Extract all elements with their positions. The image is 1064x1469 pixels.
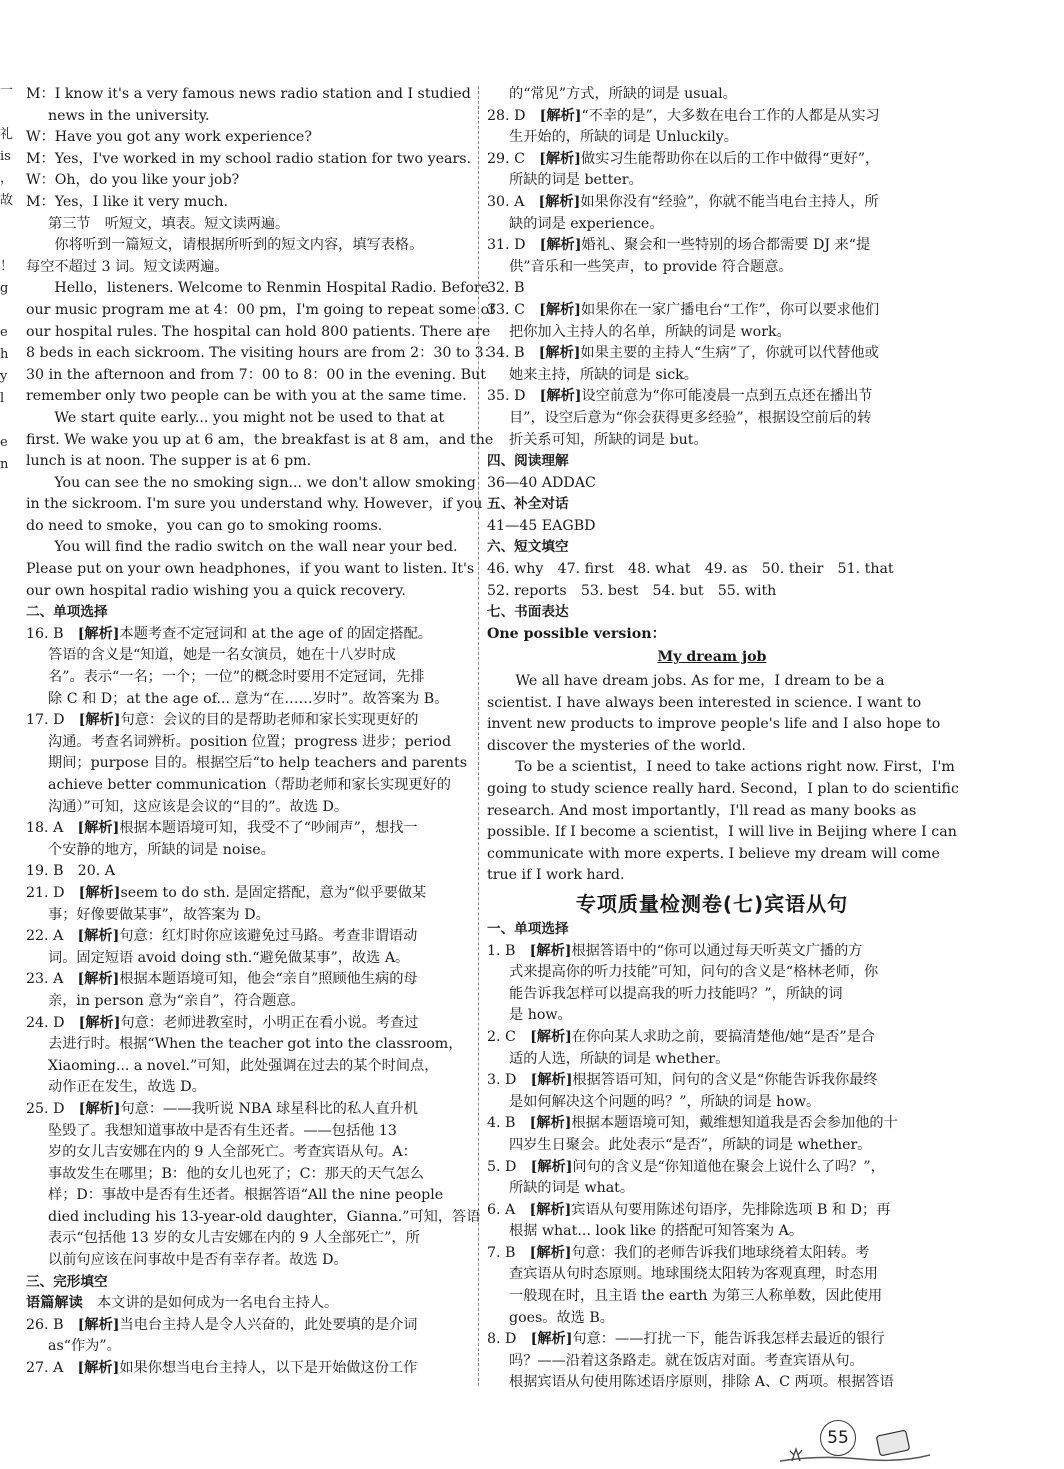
analysis-text: goes。故选 B。 xyxy=(509,1309,614,1326)
analysis-tag: [解析] xyxy=(538,193,581,210)
part3-intro: 你将听到一篇短文，请根据所听到的短文内容，填写表格。 xyxy=(54,237,424,254)
analysis-text: 婚礼、聚会和一些特别的场合都需要 DJ 来“提 xyxy=(581,237,871,254)
answer-number: 17. D xyxy=(26,712,79,729)
edge-char: 一 xyxy=(0,83,14,98)
answer-number: 27. A xyxy=(26,1360,78,1377)
analysis-text: 适的人选，所缺的词是 whether。 xyxy=(509,1050,730,1067)
part3-intro: 每空不超过 3 词。短文读两遍。 xyxy=(26,258,229,275)
answer-29 xyxy=(487,149,937,192)
answer-number: 23. A xyxy=(26,971,78,988)
analysis-text: 根据本题语境可知，戴维想知道我是否会参加他的十 xyxy=(571,1115,898,1132)
edge-char: h xyxy=(0,347,9,362)
answer-26 xyxy=(26,1315,470,1358)
answer-17 xyxy=(26,710,470,818)
answer-number: 26. B xyxy=(26,1316,78,1333)
analysis-text: 吗？——沿着这条路走。就在饭店对面。考查宾语从句。 xyxy=(509,1352,864,1369)
analysis-tag: [解析] xyxy=(77,971,120,988)
analysis-tag: [解析] xyxy=(530,1072,573,1089)
analysis-text: 句意：——我听说 NBA 球星科比的私人直升机 xyxy=(120,1100,418,1117)
passage-line: 30 in the afternoon and from 7：00 to 8：00 in the evening. But xyxy=(26,366,486,383)
analysis-text: 目”，设空后意为“你会获得更多经验”，根据设空前后的转 xyxy=(509,409,872,426)
analysis-tag: [解析] xyxy=(539,107,582,124)
passage-line: lunch is at noon. The supper is at 6 pm. xyxy=(26,453,312,470)
edge-char: y xyxy=(0,369,8,384)
essay-line: invent new products to improve people's life and I also hope to xyxy=(487,716,941,733)
section-heading: 六、短文填空 xyxy=(487,539,569,556)
analysis-text: Xiaoming... a novel.”可知，此处强调在过去的某个时间点， xyxy=(48,1057,439,1074)
analysis-text: 亲，in person 意为“亲自”，符合题意。 xyxy=(48,992,305,1009)
dialogue-line: M：Yes，I've worked in my school radio station for two years. xyxy=(26,150,472,167)
footer-decoration-icon xyxy=(780,1425,930,1465)
answer-number: 28. D xyxy=(487,107,540,124)
answer-23 xyxy=(26,969,470,1012)
analysis-text: 做实习生能帮助你在以后的工作中做得“更好”， xyxy=(580,150,880,167)
analysis-text: 是如何解决这个问题的吗？”，所缺的词是 how。 xyxy=(509,1093,821,1110)
analysis-tag: [解析] xyxy=(529,1201,572,1218)
analysis-text: 根据答语可知，问句的含义是“你能告诉我你最终 xyxy=(572,1072,878,1089)
passage-line: do need to smoke，you can go to smoking rooms. xyxy=(26,517,383,534)
answer-number: 3. D xyxy=(487,1072,531,1089)
analysis-tag: [解析] xyxy=(78,884,121,901)
analysis-text: 根据本题语境可知，我受不了“吵闹声”，想找一 xyxy=(119,820,418,837)
analysis-text: 折关系可知，所缺的词是 but。 xyxy=(509,431,708,448)
analysis-tag: [解析] xyxy=(78,712,121,729)
answer-b6 xyxy=(487,1200,937,1243)
analysis-tag: [解析] xyxy=(530,1028,572,1045)
answer-number: 16. B xyxy=(26,625,78,642)
essay-line: We all have dream jobs. As for me，I dream to be a xyxy=(515,673,885,690)
answer-number: 24. D xyxy=(26,1014,79,1031)
analysis-tag: [解析] xyxy=(77,625,120,642)
answer-28 xyxy=(487,106,937,149)
analysis-text: 式来提高你的听力技能”可知，问句的含义是“格林老师，你 xyxy=(509,964,879,981)
passage-line: remember only two people can be with you at the same time. xyxy=(26,388,467,405)
answer-line: 52. reports 53. best 54. but 55. with xyxy=(487,582,777,599)
analysis-text: 一般现在时，且主语 the earth 为第三人称单数，因此使用 xyxy=(509,1288,883,1305)
edge-char: l xyxy=(0,391,5,406)
essay-line: true if I work hard. xyxy=(487,867,625,884)
answer-b7 xyxy=(487,1243,937,1329)
analysis-text: 根据宾语从句使用陈述语序原则，排除 A、C 两项。根据答语 xyxy=(509,1374,894,1391)
analysis-tag: [解析] xyxy=(77,1360,120,1377)
analysis-tag: [解析] xyxy=(539,388,582,405)
edge-char: g xyxy=(0,281,9,296)
answer-b5 xyxy=(487,1157,937,1200)
answer-number: 6. A xyxy=(487,1201,530,1218)
analysis-text: 期间；purpose 目的。根据空后“to help teachers and parents xyxy=(48,755,467,772)
answer-number: 4. B xyxy=(487,1115,530,1132)
essay-line: communicate with more experts. I believe my dream will come xyxy=(487,845,940,862)
essay-line: scientist. I have always been interested in science. I want to xyxy=(487,694,922,711)
analysis-tag: [解析] xyxy=(538,345,581,362)
analysis-text: 如果你在一家广播电台“工作”，你可以要求他们 xyxy=(580,301,880,318)
answer-number: 34. B xyxy=(487,345,539,362)
analysis-tag: [解析] xyxy=(78,1100,121,1117)
answer-19-20: 19. B 20. A xyxy=(26,863,116,880)
analysis-text: 去进行时。根据“When the teacher got into the classroom， xyxy=(48,1036,463,1053)
section-heading: 三、完形填空 xyxy=(26,1273,108,1290)
possible-version-label: One possible version： xyxy=(487,625,666,642)
right-column xyxy=(487,84,959,1394)
analysis-tag: [解析] xyxy=(77,820,120,837)
analysis-text: 能告诉我怎样可以提高我的听力技能吗？”，所缺的词 xyxy=(509,985,843,1002)
analysis-text: 缺的词是 experience。 xyxy=(509,215,664,232)
analysis-text: 如果主要的主持人“生病”了，你就可以代替他或 xyxy=(580,345,879,362)
answer-number: 5. D xyxy=(487,1158,531,1175)
answer-number: 25. D xyxy=(26,1100,79,1117)
answer-22 xyxy=(26,926,470,969)
section-heading: 七、书面表达 xyxy=(487,604,569,621)
analysis-text: 答语的含义是“知道，她是一名女演员，她在十八岁时成 xyxy=(48,647,396,664)
answer-b1 xyxy=(487,941,937,1027)
answer-number: 7. B xyxy=(487,1244,530,1261)
answer-21 xyxy=(26,883,470,926)
passage-line: 8 beds in each sickroom. The visiting hours are from 2：30 to 3： xyxy=(26,345,498,362)
analysis-tag: [解析] xyxy=(529,942,572,959)
passage-line: in the sickroom. I'm sure you understand why. However，if you xyxy=(26,496,483,513)
analysis-text: 动作正在发生，故选 D。 xyxy=(48,1079,206,1096)
analysis-tag: [解析] xyxy=(539,301,581,318)
analysis-text: 查宾语从句时态原则。地球围绕太阳转为客观真理，时态用 xyxy=(509,1266,878,1283)
dialogue-line: W：Have you got any work experience? xyxy=(26,129,312,146)
analysis-text: 名”。表示“一名；一个；一位”的概念时要用不定冠词，先排 xyxy=(48,669,425,686)
analysis-tag: [解析] xyxy=(529,1244,572,1261)
passage-line: our hospital rules. The hospital can hold 800 patients. There are xyxy=(26,323,491,340)
left-column xyxy=(26,84,498,1380)
answer-line: 41—45 EAGBD xyxy=(487,517,596,534)
essay-line: research. And most importantly，I'll read as many books as xyxy=(487,802,917,819)
answer-number: 2. C xyxy=(487,1028,531,1045)
edge-char: ！ xyxy=(0,259,14,274)
analysis-text: 样；D：事故中是否有生还者。根据答语“All the nine people xyxy=(48,1187,444,1204)
edge-char: e xyxy=(0,325,8,340)
analysis-text: 除 C 和 D；at the age of... 意为“在……岁时”。故答案为 B。 xyxy=(48,690,449,707)
analysis-text: 根据答语中的“你可以通过每天听英文广播的方 xyxy=(571,942,863,959)
answer-number: 21. D xyxy=(26,884,79,901)
answer-30 xyxy=(487,192,937,235)
essay-line: possible. If I become a scientist，I will live in Beijing where I can xyxy=(487,824,957,841)
yupian-label: 语篇解读 xyxy=(26,1295,83,1312)
analysis-tag: [解析] xyxy=(77,928,120,945)
analysis-text: 生开始的，所缺的词是 Unluckily。 xyxy=(509,129,738,146)
analysis-text: 沟通。考查名词辨析。position 位置；progress 进步；period xyxy=(48,733,452,750)
answer-b3 xyxy=(487,1070,937,1113)
passage-line: We start quite early... you might not be used to that at xyxy=(54,409,445,426)
analysis-text: 把你加入主持人的名单，所缺的词是 work。 xyxy=(509,323,791,340)
analysis-text: seem to do sth. 是固定搭配，意为“似乎要做某 xyxy=(120,884,427,901)
answer-number: 1. B xyxy=(487,942,530,959)
analysis-text: 如果你想当电台主持人，以下是开始做这份工作 xyxy=(119,1360,418,1377)
analysis-text: 表示“包括他 13 岁的女儿吉安娜在内的 9 人全部死亡”，所 xyxy=(48,1230,420,1247)
analysis-text: 她来主持，所缺的词是 sick。 xyxy=(509,366,698,383)
yupian-text: 本文讲的是如何成为一名电台主持人。 xyxy=(82,1295,339,1312)
analysis-text: 是 how。 xyxy=(509,1007,572,1024)
analysis-text: 所缺的词是 better。 xyxy=(509,172,643,189)
answer-number: 30. A xyxy=(487,193,539,210)
analysis-tag: [解析] xyxy=(530,1158,573,1175)
section-heading: 一、单项选择 xyxy=(487,920,569,937)
analysis-text: 个安静的地方，所缺的词是 noise。 xyxy=(48,841,275,858)
analysis-text: 句意：我们的老师告诉我们地球绕着太阳转。考 xyxy=(571,1244,870,1261)
answer-24 xyxy=(26,1013,470,1099)
answer-number: 18. A xyxy=(26,820,78,837)
essay-line: going to study science really hard. Second，I plan to do scientific xyxy=(487,781,959,797)
answer-34 xyxy=(487,343,937,386)
edge-char: 故 xyxy=(0,193,14,208)
analysis-text: 当电台主持人是令人兴奋的，此处要填的是介词 xyxy=(119,1316,418,1333)
analysis-text: 所缺的词是 what。 xyxy=(509,1180,635,1197)
analysis-text: 四岁生日聚会。此处表示“是否”，所缺的词是 whether。 xyxy=(509,1136,872,1153)
answer-35 xyxy=(487,386,937,451)
essay-line: To be a scientist，I need to take actions right now. First，I'm xyxy=(515,759,955,776)
analysis-text: 设空前意为“你可能凌晨一点到五点还在播出节 xyxy=(581,388,873,405)
analysis-text: 坠毁了。我想知道事故中是否有生还者。——包括他 13 xyxy=(48,1122,397,1139)
analysis-tag: [解析] xyxy=(529,1115,572,1132)
analysis-text: achieve better communication（帮助老师和家长实现更好的 xyxy=(48,777,451,793)
analysis-text: 词。固定短语 avoid doing sth.“避免做某事”，故选 A。 xyxy=(48,949,410,966)
dialogue-line: M：Yes，I like it very much. xyxy=(26,193,229,210)
answer-number: 22. A xyxy=(26,928,78,945)
edge-char: ， xyxy=(0,171,14,186)
answer-number: 8. D xyxy=(487,1331,531,1348)
passage-line: first. We wake you up at 6 am，the breakfast is at 8 am，and the xyxy=(26,431,494,448)
answer-32: 32. B xyxy=(487,280,525,297)
analysis-text: 宾语从句要用陈述句语序，先排除选项 B 和 D；再 xyxy=(571,1201,891,1218)
analysis-text: 事故发生在哪里；B：他的女儿也死了；C：那天的天气怎么 xyxy=(48,1165,424,1182)
dialogue-line: news in the university. xyxy=(48,107,210,124)
analysis-tag: [解析] xyxy=(530,1331,573,1348)
answer-line: 36—40 ADDAC xyxy=(487,474,596,491)
analysis-text: 在你向某人求助之前，要搞清楚他/她“是否”是合 xyxy=(571,1028,875,1045)
passage-line: Please put on your own headphones，if you want to listen. It's xyxy=(26,561,475,578)
answer-number: 29. C xyxy=(487,150,540,167)
edge-char: n xyxy=(0,457,9,472)
answer-number: 33. C xyxy=(487,301,540,318)
answer-b8 xyxy=(487,1329,937,1394)
analysis-text: died including his 13-year-old daughter，Gianna.”可知，答语 xyxy=(48,1208,481,1225)
answer-b2 xyxy=(487,1027,937,1070)
essay-line: discover the mysteries of the world. xyxy=(487,737,746,754)
section-heading: 四、阅读理解 xyxy=(487,453,569,470)
analysis-text: 根据 what... look like 的搭配可知答案为 A。 xyxy=(509,1223,804,1240)
answer-18 xyxy=(26,818,470,861)
section-heading: 五、补全对话 xyxy=(487,496,569,513)
analysis-text: 供”音乐和一些笑声，to provide 符合题意。 xyxy=(509,258,793,275)
passage-line: our music program me at 4：00 pm，I'm going to repeat some of xyxy=(26,301,495,318)
analysis-text: “不幸的是”，大多数在电台工作的人都是从实习 xyxy=(581,107,880,124)
edge-char: 礼 xyxy=(0,127,14,142)
continued-line: 的“常见”方式，所缺的词是 usual。 xyxy=(509,86,737,102)
passage-line: Hello，listeners. Welcome to Renmin Hospital Radio. Before xyxy=(54,280,490,297)
answer-b4 xyxy=(487,1113,937,1156)
dialogue-line: W：Oh，do you like your job? xyxy=(26,172,240,189)
passage-line: our own hospital radio wishing you a quick recovery. xyxy=(26,582,406,599)
answer-25 xyxy=(26,1099,481,1272)
answer-number: 31. D xyxy=(487,237,540,254)
edge-char: is xyxy=(0,149,11,164)
part3-title: 第三节 听短文，填表。短文读两遍。 xyxy=(48,215,290,232)
analysis-text: 句意：老师进教室时，小明正在看小说。考查过 xyxy=(120,1014,419,1031)
dialogue-line: M：I know it's a very famous news radio station and I studied xyxy=(26,86,471,102)
analysis-text: 以前句应该在问事故中是否有幸存者。故选 D。 xyxy=(48,1252,348,1269)
analysis-text: 如果你没有“经验”，你就不能当电台主持人，所 xyxy=(580,193,879,210)
analysis-tag: [解析] xyxy=(539,237,582,254)
analysis-text: 沟通）”可知，这应该是会议的“目的”。故选 D。 xyxy=(48,798,349,815)
passage-line: You can see the no smoking sign... we don't allow smoking xyxy=(54,474,476,491)
answer-line: 46. why 47. first 48. what 49. as 50. their 51. that xyxy=(487,561,894,578)
answer-33 xyxy=(487,300,937,343)
analysis-tag: [解析] xyxy=(78,1014,121,1031)
section-heading: 二、单项选择 xyxy=(26,604,108,621)
analysis-text: 根据本题语境可知，他会“亲自”照顾他生病的母 xyxy=(119,971,418,988)
answer-number: 35. D xyxy=(487,388,540,405)
analysis-text: 句意：——打扰一下，能告诉我怎样去最近的银行 xyxy=(572,1331,885,1348)
left-edge-fragments xyxy=(0,80,14,476)
essay-title: My dream job xyxy=(657,649,767,666)
analysis-text: 本题考查不定冠词和 at the age of 的固定搭配。 xyxy=(119,625,432,642)
page-number: 55 xyxy=(820,1420,856,1456)
answer-16 xyxy=(26,624,470,710)
analysis-tag: [解析] xyxy=(77,1316,120,1333)
answer-31 xyxy=(487,235,937,278)
analysis-tag: [解析] xyxy=(539,150,581,167)
analysis-text: 问句的含义是“你知道他在聚会上说什么了吗？”， xyxy=(572,1158,885,1175)
analysis-text: 事；好像要做某事”，故答案为 D。 xyxy=(48,906,270,923)
analysis-text: 句意：会议的目的是帮助老师和家长实现更好的 xyxy=(120,712,419,729)
analysis-text: 句意：红灯时你应该避免过马路。考查非谓语动 xyxy=(119,928,418,945)
edge-char: e xyxy=(0,435,8,450)
passage-line: You will find the radio switch on the wall near your bed. xyxy=(54,539,458,556)
chapter-title: 专项质量检测卷(七)宾语从句 xyxy=(575,891,849,916)
analysis-text: 岁的女儿吉安娜在内的 9 人全部死亡。考查宾语从句。A： xyxy=(48,1144,417,1161)
answer-27 xyxy=(26,1358,470,1380)
analysis-text: as“作为”。 xyxy=(48,1338,121,1355)
